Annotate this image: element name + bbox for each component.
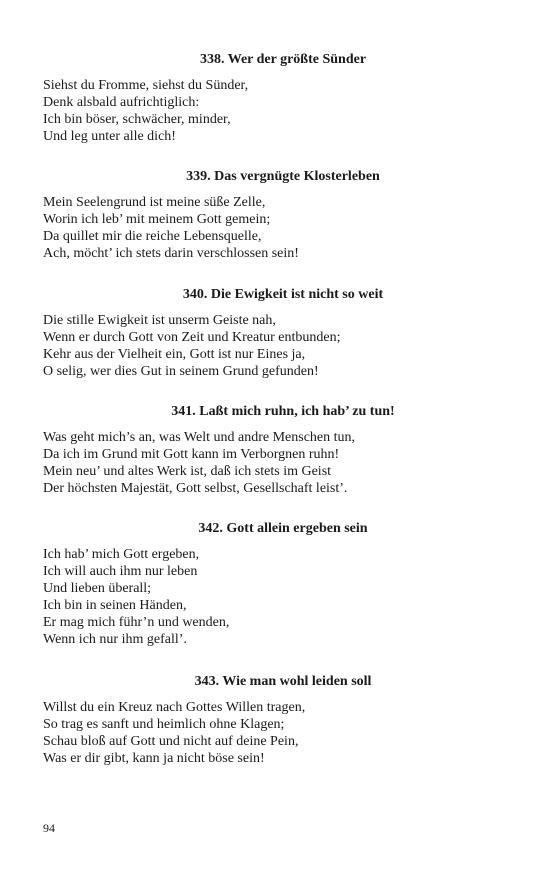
poem-title: 341. Laßt mich ruhn, ich hab’ zu tun! — [171, 404, 395, 419]
poem-line: Er mag mich führ’n und wenden, — [43, 615, 230, 630]
poem-343 — [43, 673, 513, 767]
poem-342 — [43, 520, 513, 648]
poem-line: Ich will auch ihm nur leben — [43, 564, 198, 579]
poem-line: Wenn ich nur ihm gefall’. — [43, 632, 187, 647]
poem-line: Ich bin in seinen Händen, — [43, 598, 187, 613]
poem-line: Mein Seelengrund ist meine süße Zelle, — [43, 195, 266, 210]
page-number: 94 — [43, 821, 55, 835]
poem-line: Und lieben überall; — [43, 581, 152, 596]
poem-line: Was geht mich’s an, was Welt und andre Menschen tun, — [43, 430, 356, 445]
poem-line: Ich hab’ mich Gott ergeben, — [43, 547, 200, 562]
poem-title: 338. Wer der größte Sünder — [199, 52, 367, 67]
poem-line: Der höchsten Majestät, Gott selbst, Gesellschaft leist’. — [43, 481, 348, 496]
poem-line: O selig, wer dies Gut in seinem Grund gefunden! — [43, 364, 319, 379]
poem-line: Denk alsbald aufrichtiglich: — [43, 95, 200, 110]
poem-line: Schau bloß auf Gott und nicht auf deine Pein, — [43, 734, 299, 749]
poem-lines — [43, 546, 513, 648]
poem-title: 339. Das vergnügte Klosterleben — [186, 169, 380, 184]
poem-339 — [43, 168, 513, 262]
poem-340 — [43, 286, 513, 380]
poem-338 — [43, 51, 513, 145]
poem-title: 342. Gott allein ergeben sein — [198, 521, 368, 536]
poem-line: So trag es sanft und heimlich ohne Klagen; — [43, 717, 285, 732]
poem-line: Da quillet mir die reiche Lebensquelle, — [43, 229, 262, 244]
poem-lines — [43, 194, 513, 262]
poem-line: Da ich im Grund mit Gott kann im Verborgnen ruhn! — [43, 447, 340, 462]
poem-341 — [43, 403, 513, 497]
poem-line: Willst du ein Kreuz nach Gottes Willen tragen, — [43, 700, 306, 715]
poem-lines — [43, 699, 513, 767]
poem-line: Wenn er durch Gott von Zeit und Kreatur entbunden; — [43, 330, 341, 345]
poem-lines — [43, 77, 513, 145]
poem-lines — [43, 429, 513, 497]
poem-title: 340. Die Ewigkeit ist nicht so weit — [182, 287, 384, 302]
poem-title: 343. Wie man wohl leiden soll — [194, 674, 372, 689]
poem-line: Worin ich leb’ mit meinem Gott gemein; — [43, 212, 271, 227]
poem-line: Mein neu’ und altes Werk ist, daß ich stets im Geist — [43, 464, 332, 479]
poem-line: Kehr aus der Vielheit ein, Gott ist nur Eines ja, — [43, 347, 306, 362]
poem-line: Ach, möcht’ ich stets darin verschlossen sein! — [43, 246, 299, 261]
poem-line: Siehst du Fromme, siehst du Sünder, — [43, 78, 249, 93]
poem-line: Ich bin böser, schwächer, minder, — [43, 112, 231, 127]
poem-line: Die stille Ewigkeit ist unserm Geiste nah, — [43, 313, 276, 328]
poem-lines — [43, 312, 513, 380]
poem-line: Was er dir gibt, kann ja nicht böse sein! — [43, 751, 265, 766]
poem-line: Und leg unter alle dich! — [43, 129, 176, 144]
